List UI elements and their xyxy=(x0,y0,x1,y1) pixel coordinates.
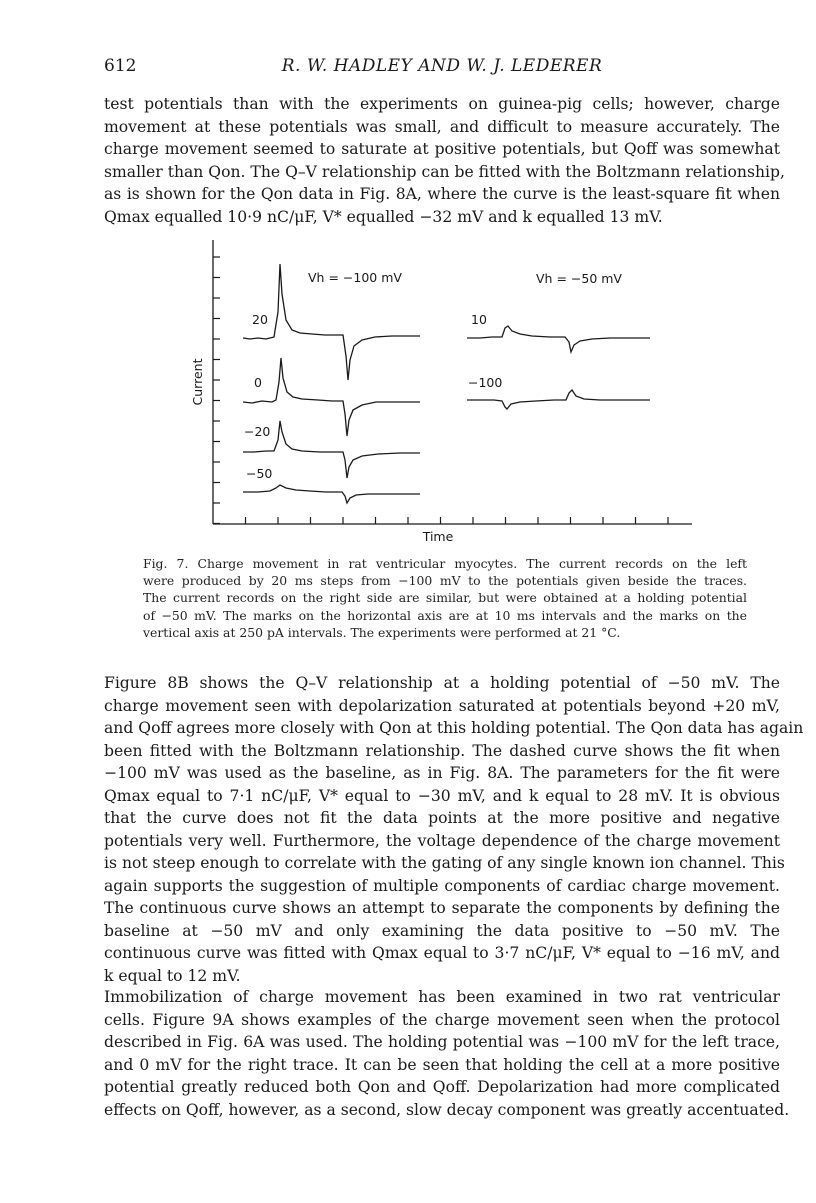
y-axis-ticks xyxy=(213,257,220,524)
trace-label-20: 20 xyxy=(252,312,268,327)
text-line: potentials very well. Furthermore, the voltage dependence of the charge movement xyxy=(104,831,780,850)
text-line: potential greatly reduced both Qon and Qoff. Depolarization had more complicated xyxy=(104,1078,780,1096)
caption-line: vertical axis at 250 pA intervals. The experiments were performed at 21 °C. xyxy=(143,624,621,640)
figure-7 xyxy=(180,232,720,550)
text-line: charge movement seemed to saturate at positive potentials, but Qoff was somewhat xyxy=(104,140,780,158)
caption-line: were produced by 20 ms steps from −100 mV to the potentials given beside the traces. xyxy=(143,573,747,589)
left-panel-title: Vh = −100 mV xyxy=(308,270,402,285)
trace-right-minus-100 xyxy=(467,390,650,409)
paragraph-3 xyxy=(104,986,790,1121)
trace-left-minus-50 xyxy=(243,485,420,503)
text-line: −100 mV was used as the baseline, as in Fig. 8A. The parameters for the fit were xyxy=(104,764,780,782)
trace-label-10: 10 xyxy=(471,312,487,327)
text-line: as is shown for the Qon data in Fig. 8A, where the curve is the least-square fit when xyxy=(104,185,780,203)
caption-line: Fig. 7. Charge movement in rat ventricular myocytes. The current records on the left xyxy=(143,556,747,571)
text-line: cells. Figure 9A shows examples of the charge movement seen when the protocol xyxy=(104,1010,780,1029)
text-line: baseline at −50 mV and only examining the data positive to −50 mV. The xyxy=(104,921,780,940)
trace-label-minus-100: −100 xyxy=(468,375,503,390)
trace-label-0: 0 xyxy=(254,375,262,390)
text-line: effects on Qoff, however, as a second, slow decay component was greatly accentuated. xyxy=(104,1100,790,1119)
text-line: is not steep enough to correlate with the gating of any single known ion channel. This xyxy=(104,854,785,872)
text-line: movement at these potentials was small, and difficult to measure accurately. The xyxy=(104,117,780,136)
text-line: test potentials than with the experiments on guinea-pig cells; however, charge xyxy=(104,95,780,113)
page-header xyxy=(104,56,780,82)
text-line: and 0 mV for the right trace. It can be seen that holding the cell at a more positive xyxy=(104,1055,780,1074)
paragraph-1 xyxy=(104,93,785,228)
right-panel-title: Vh = −50 mV xyxy=(536,271,622,286)
text-line: continuous curve was fitted with Qmax equal to 3·7 nC/μF, V* equal to −16 mV, and xyxy=(104,944,780,962)
text-line: described in Fig. 6A was used. The holding potential was −100 mV for the left trace, xyxy=(104,1033,780,1051)
text-line: been fitted with the Boltzmann relationship. The dashed curve shows the fit when xyxy=(104,741,780,760)
text-line: again supports the suggestion of multiple components of cardiac charge movement. xyxy=(104,876,780,895)
figure-7-caption xyxy=(143,555,747,641)
text-line: Qmax equalled 10·9 nC/μF, V* equalled −32 mV and k equalled 13 mV. xyxy=(104,207,663,226)
page-number: 612 xyxy=(104,56,137,76)
text-line: Immobilization of charge movement has been examined in two rat ventricular xyxy=(104,988,780,1006)
paragraph-2 xyxy=(104,672,804,987)
text-line: The continuous curve shows an attempt to separate the components by defining the xyxy=(104,899,780,917)
text-line: Qmax equal to 7·1 nC/μF, V* equal to −30 mV, and k equal to 28 mV. It is obvious xyxy=(104,786,780,805)
text-line: Figure 8B shows the Q–V relationship at a holding potential of −50 mV. The xyxy=(104,674,780,692)
trace-label-minus-50: −50 xyxy=(246,466,273,481)
text-line: charge movement seen with depolarization saturated at potentials beyond +20 mV, xyxy=(104,696,780,715)
caption-line: of −50 mV. The marks on the horizontal axis are at 10 ms intervals and the marks on the xyxy=(143,607,747,623)
x-axis-ticks xyxy=(246,517,669,524)
trace-label-minus-20: −20 xyxy=(244,424,271,439)
figure-7-plot xyxy=(180,232,720,550)
x-axis-label: Time xyxy=(422,529,454,544)
trace-right-10 xyxy=(467,326,650,352)
running-title: R. W. HADLEY AND W. J. LEDERER xyxy=(281,56,603,76)
text-line: and Qoff agrees more closely with Qon at this holding potential. The Qon data has again xyxy=(104,719,804,737)
y-axis-label: Current xyxy=(190,358,205,406)
text-line: smaller than Qon. The Q–V relationship can be fitted with the Boltzmann relationship, xyxy=(104,162,785,181)
text-line: k equal to 12 mV. xyxy=(104,966,241,985)
caption-line: The current records on the right side are similar, but were obtained at a holding potential xyxy=(143,590,747,606)
text-line: that the curve does not fit the data points at the more positive and negative xyxy=(104,809,780,827)
